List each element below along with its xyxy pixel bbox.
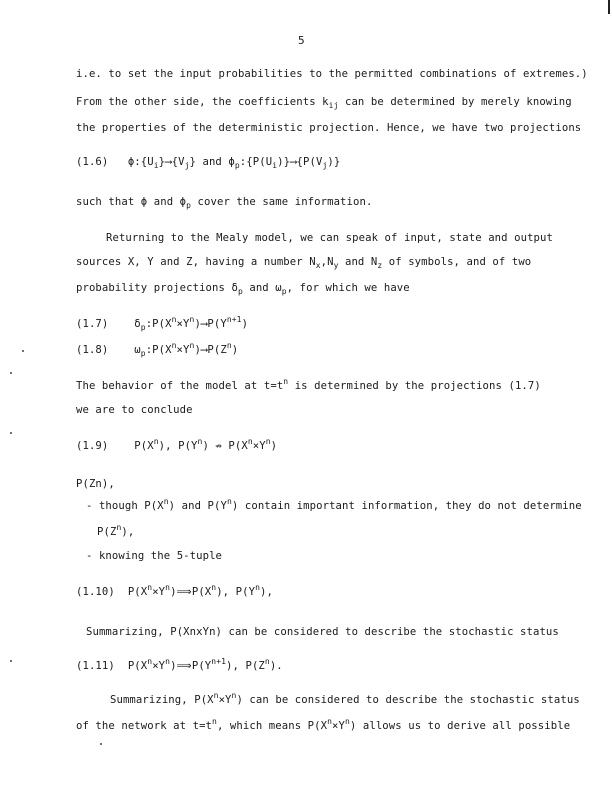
text-line: sources X, Y and Z, having a number $N_x,N_y$ and $N_z$ of symbols, and of two [76,256,532,270]
equation-1-9: (1.9) $P(X^n)$, $P(Y^n)$ ⇏ $P(X^n\times Y^n)$ [76,437,278,452]
margin-mark [10,660,12,662]
text-line: Returning to the Mealy model, we can speak of input, state and output [106,232,553,244]
equation-1-11: (1.11) $P(X^n\times Y^n)⟹P(Y^{n+1})$, $P(Z^n)$. [76,657,283,672]
margin-mark [100,743,102,745]
margin-mark [10,432,12,434]
text-line: such that ϕ and $\phi_p$ cover the same information. [76,196,373,210]
equation-1-6: (1.6) $\phi:\{U_i\}⟶\{V_j\}$ and $\phi_p:\{P(U_i)\}⟶\{P(V_j)\}$ [76,156,341,170]
text-line: probability projections $\delta_p$ and $\omega_p$, for which we have [76,282,410,296]
equation-1-7: (1.7) $\delta_p:P(X^n\times Y^n)⟶P(Y^{n+1})$ [76,315,249,332]
text-line: - though $P(X^n)$ and $P(Y^n)$ contain important information, they do not determine [86,497,582,512]
text-line: Summarizing, $P(X^n\times Y^n)$ can be considered to describe the stochastic status [110,691,580,706]
text-line: Summarizing, P(XnxYn) can be considered to describe the stochastic status [86,626,559,638]
page-number: 5 [298,34,305,47]
text-line: of the network at $t=t^n$, which means $P(X^n\times Y^n)$ allows us to derive all possible [76,717,571,732]
text-line: i.e. to set the input probabilities to the permitted combinations of extremes.) [76,68,588,80]
text-line: P(Zn), [76,478,115,490]
equation-1-10: (1.10) $P(X^n\times Y^n)⟹P(X^n)$, $P(Y^n)$, [76,583,273,598]
margin-mark [10,372,12,374]
text-line: we are to conclude [76,404,193,416]
text-line: the properties of the deterministic projection. Hence, we have two projections [76,122,582,134]
scan-edge-mark [608,0,610,14]
text-line: - knowing the 5-tuple [86,550,223,562]
text-line: $P(Z^n)$, [97,523,135,538]
margin-mark [22,350,24,352]
text-line: The behavior of the model at $t=t^n$ is determined by the projections (1.7) [76,377,541,392]
text-line: From the other side, the coefficients $k_{ij}$ can be determined by merely knowing [76,96,572,110]
equation-1-8: (1.8) $\omega_p:P(X^n\times Y^n)⟶P(Z^n)$ [76,341,239,358]
